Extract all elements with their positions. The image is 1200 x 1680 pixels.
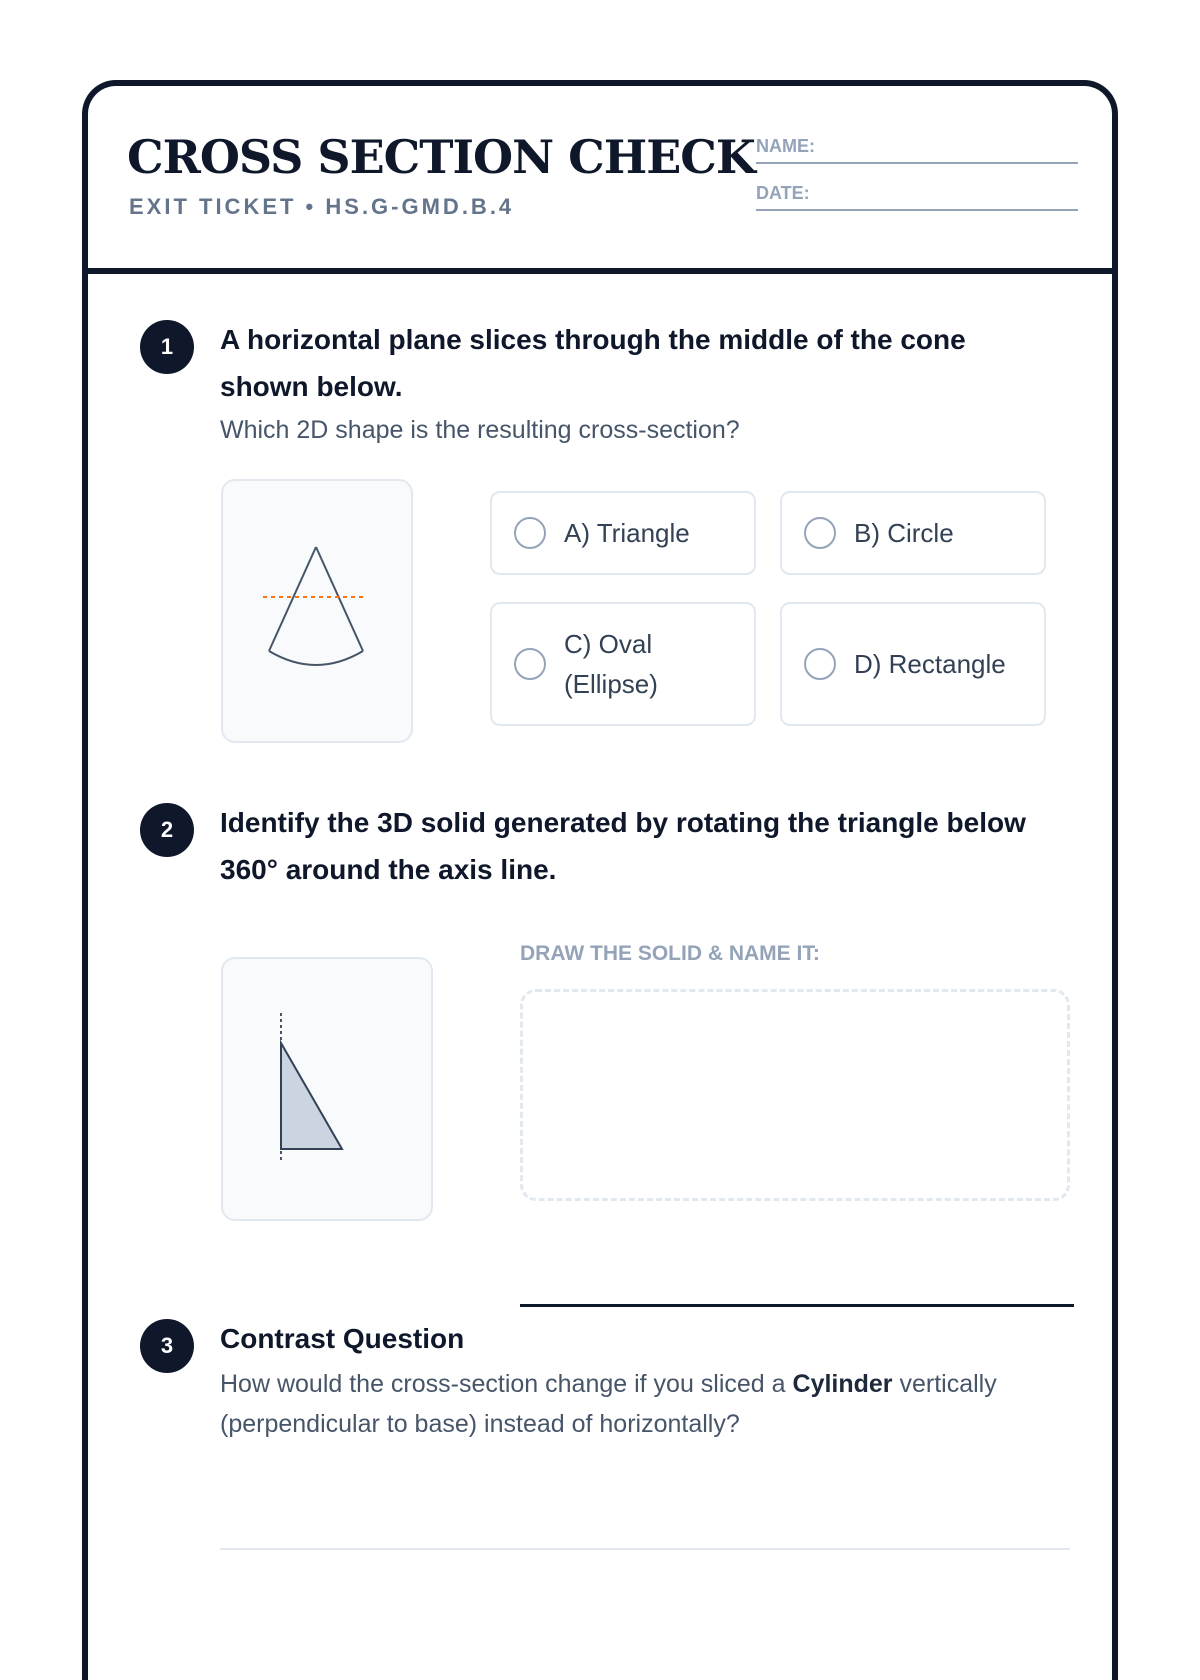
cone-base-curve xyxy=(269,651,363,665)
answer-write-line[interactable] xyxy=(220,1548,1070,1550)
question-3-number: 3 xyxy=(140,1319,194,1373)
question-1-number: 1 xyxy=(140,320,194,374)
question-3-text-start: How would the cross-section change if you sliced a xyxy=(220,1370,793,1398)
option-c[interactable] xyxy=(490,602,756,726)
question-2-number: 2 xyxy=(140,803,194,857)
option-a-radio[interactable] xyxy=(514,517,546,549)
option-c-label: C) Oval (Ellipse) xyxy=(564,629,658,699)
cone-figure xyxy=(221,479,413,743)
page-title: CROSS SECTION CHECK xyxy=(127,130,755,184)
question-3-text xyxy=(220,1364,1060,1444)
right-triangle-icon xyxy=(223,959,431,1219)
date-label: DATE: xyxy=(756,183,810,203)
draw-label: DRAW THE SOLID & NAME IT: xyxy=(520,942,820,965)
cone-icon xyxy=(223,481,411,741)
name-field xyxy=(756,128,1078,164)
right-triangle-shape xyxy=(281,1043,342,1149)
name-input[interactable] xyxy=(826,132,1078,160)
ticket-header xyxy=(88,86,1112,274)
option-d[interactable] xyxy=(780,602,1046,726)
option-d-radio[interactable] xyxy=(804,648,836,680)
question-1-subtext: Which 2D shape is the resulting cross-section? xyxy=(220,416,740,444)
option-a[interactable] xyxy=(490,491,756,575)
option-c-radio[interactable] xyxy=(514,648,546,680)
exit-ticket-card xyxy=(82,80,1118,1680)
question-2-text: Identify the 3D solid generated by rotating the triangle below 360° around the axis line. xyxy=(220,807,1026,885)
option-b[interactable] xyxy=(780,491,1046,575)
option-b-radio[interactable] xyxy=(804,517,836,549)
triangle-figure xyxy=(221,957,433,1221)
cone-left-edge xyxy=(269,547,316,651)
date-input[interactable] xyxy=(826,179,1078,207)
solid-name-input[interactable] xyxy=(520,1276,1074,1307)
date-field xyxy=(756,175,1078,211)
page-subtitle: EXIT TICKET • HS.G-GMD.B.4 xyxy=(129,194,515,219)
option-d-label: D) Rectangle xyxy=(854,649,1006,679)
drawing-area[interactable] xyxy=(520,989,1070,1201)
name-label: NAME: xyxy=(756,136,815,156)
cone-right-edge xyxy=(316,547,363,651)
question-1-text: A horizontal plane slices through the middle of the cone shown below. xyxy=(220,324,966,402)
question-3-title: Contrast Question xyxy=(220,1323,465,1354)
option-a-label: A) Triangle xyxy=(564,518,690,548)
question-3-text-end: vertically (perpendicular to base) instead of horizontally? xyxy=(220,1370,997,1438)
question-3-text-emphasis: Cylinder xyxy=(792,1370,893,1398)
option-b-label: B) Circle xyxy=(854,518,954,548)
